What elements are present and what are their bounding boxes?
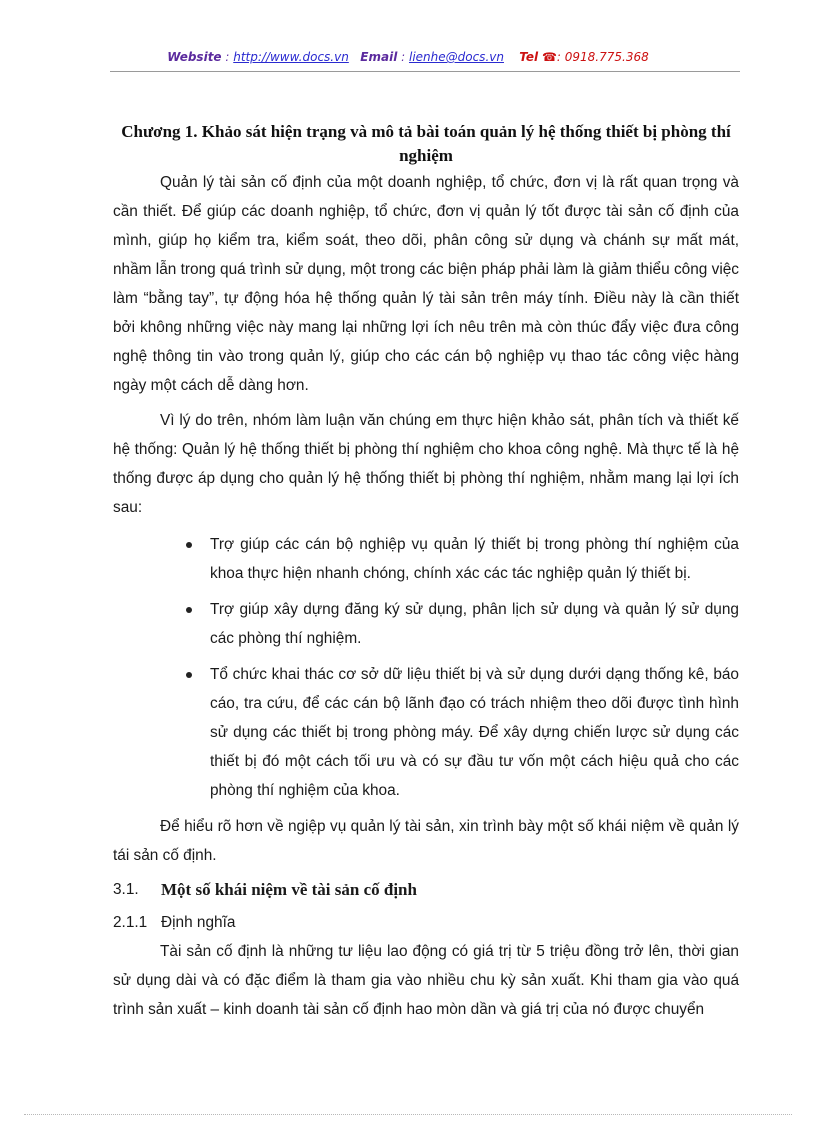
email-separator: : [397, 50, 409, 64]
purpose-paragraph: Vì lý do trên, nhóm làm luận văn chúng em thực hiện khảo sát, phân tích và thiết kế hệ thống: Quản lý hệ thống thiết bị phòng thí nghiệm cho khoa công nghệ. Mà thực tế là hệ thống được áp dụng cho quản lý hệ thống thiết bị phòng thí nghiệm, nhằm mang lại lợi ích sau: [113, 412, 739, 516]
tel-number: : 0918.775.368 [556, 50, 649, 64]
list-item [113, 660, 739, 805]
section-title: Một số khái niệm về tài sản cố định [161, 880, 417, 899]
subsection-number: 2.1.1 [113, 914, 148, 931]
subsection-heading [113, 908, 739, 937]
website-separator: : [221, 50, 234, 64]
subsection-title: Định nghĩa [161, 914, 236, 931]
bullet-icon [186, 607, 192, 613]
tel-label: Tel [519, 50, 539, 64]
list-item-text: Trợ giúp các cán bộ nghiệp vụ quản lý thiết bị trong phòng thí nghiệm của khoa thực hiện nhanh chóng, chính xác các tác nghiệp quản lý thiết bị. [210, 536, 739, 582]
page-bottom-divider [24, 1114, 792, 1115]
header-divider [110, 71, 740, 72]
intro-paragraph: Quản lý tài sản cố định của một doanh nghiệp, tổ chức, đơn vị là rất quan trọng và cần thiết. Để giúp các doanh nghiệp, tổ chức, đơn vị quản lý tốt được tài sản cố định của mình, giúp họ kiểm tra, kiểm soát, theo dõi, phân công sử dụng và chánh sự mất mát, nhầm lẫn trong quá trình sử dụng, một trong các biện pháp phải làm là giảm thiểu công việc làm “bằng tay”, tự động hóa hệ thống quản lý tài sản trên máy tính. Điều này là cần thiết bởi không những việc này mang lại những lợi ích nêu trên mà còn thúc đẩy việc đưa công nghệ thông tin vào trong quản lý, giúp cho các cán bộ nghiệp vụ thao tác công việc hàng ngày một cách dễ dàng hơn. [113, 174, 739, 394]
list-item-text: Tổ chức khai thác cơ sở dữ liệu thiết bị và sử dụng dưới dạng thống kê, báo cáo, tra cứu, để các cán bộ lãnh đạo có trách nhiệm theo dõi được tình hình sử dụng các thiết bị trong phòng máy. Để xây dựng chiến lược sử dụng các thiết bị đó một cách tối ưu và có sự đầu tư vốn một cách hiệu quả cho các phòng thí nghiệm của khoa. [210, 666, 739, 799]
bullet-icon [186, 672, 192, 678]
list-item [113, 595, 739, 653]
document-body [113, 114, 739, 1024]
phone-icon: ☎ [541, 50, 557, 64]
email-label: Email [360, 50, 398, 64]
closing-paragraph: Để hiểu rõ hơn về ngiệp vụ quản lý tài sản, xin trình bày một số khái niệm về quản lý tái sản cố định. [113, 818, 739, 864]
website-link[interactable]: http://www.docs.vn [233, 50, 349, 64]
benefits-list [113, 530, 739, 805]
bullet-icon [186, 542, 192, 548]
email-link[interactable]: lienhe@docs.vn [408, 50, 504, 64]
section-number: 3.1. [113, 881, 139, 898]
list-item-text: Trợ giúp xây dựng đăng ký sử dụng, phân lịch sử dụng và quản lý sử dụng các phòng thí nghiệm. [210, 601, 739, 647]
website-label: Website [167, 50, 222, 64]
list-item [113, 530, 739, 588]
section-heading [113, 874, 739, 906]
page-header [0, 50, 816, 64]
definition-paragraph: Tài sản cố định là những tư liệu lao động có giá trị từ 5 triệu đồng trở lên, thời gian sử dụng dài và có đặc điểm là tham gia vào nhiều chu kỳ sản xuất. Khi tham gia vào quá trình sản xuất – kinh doanh tài sản cố định hao mòn dần và giá trị của nó được chuyển [113, 943, 739, 1018]
chapter-title: Chương 1. Khảo sát hiện trạng và mô tả bài toán quản lý hệ thống thiết bị phòng thí nghiệm [121, 122, 731, 165]
